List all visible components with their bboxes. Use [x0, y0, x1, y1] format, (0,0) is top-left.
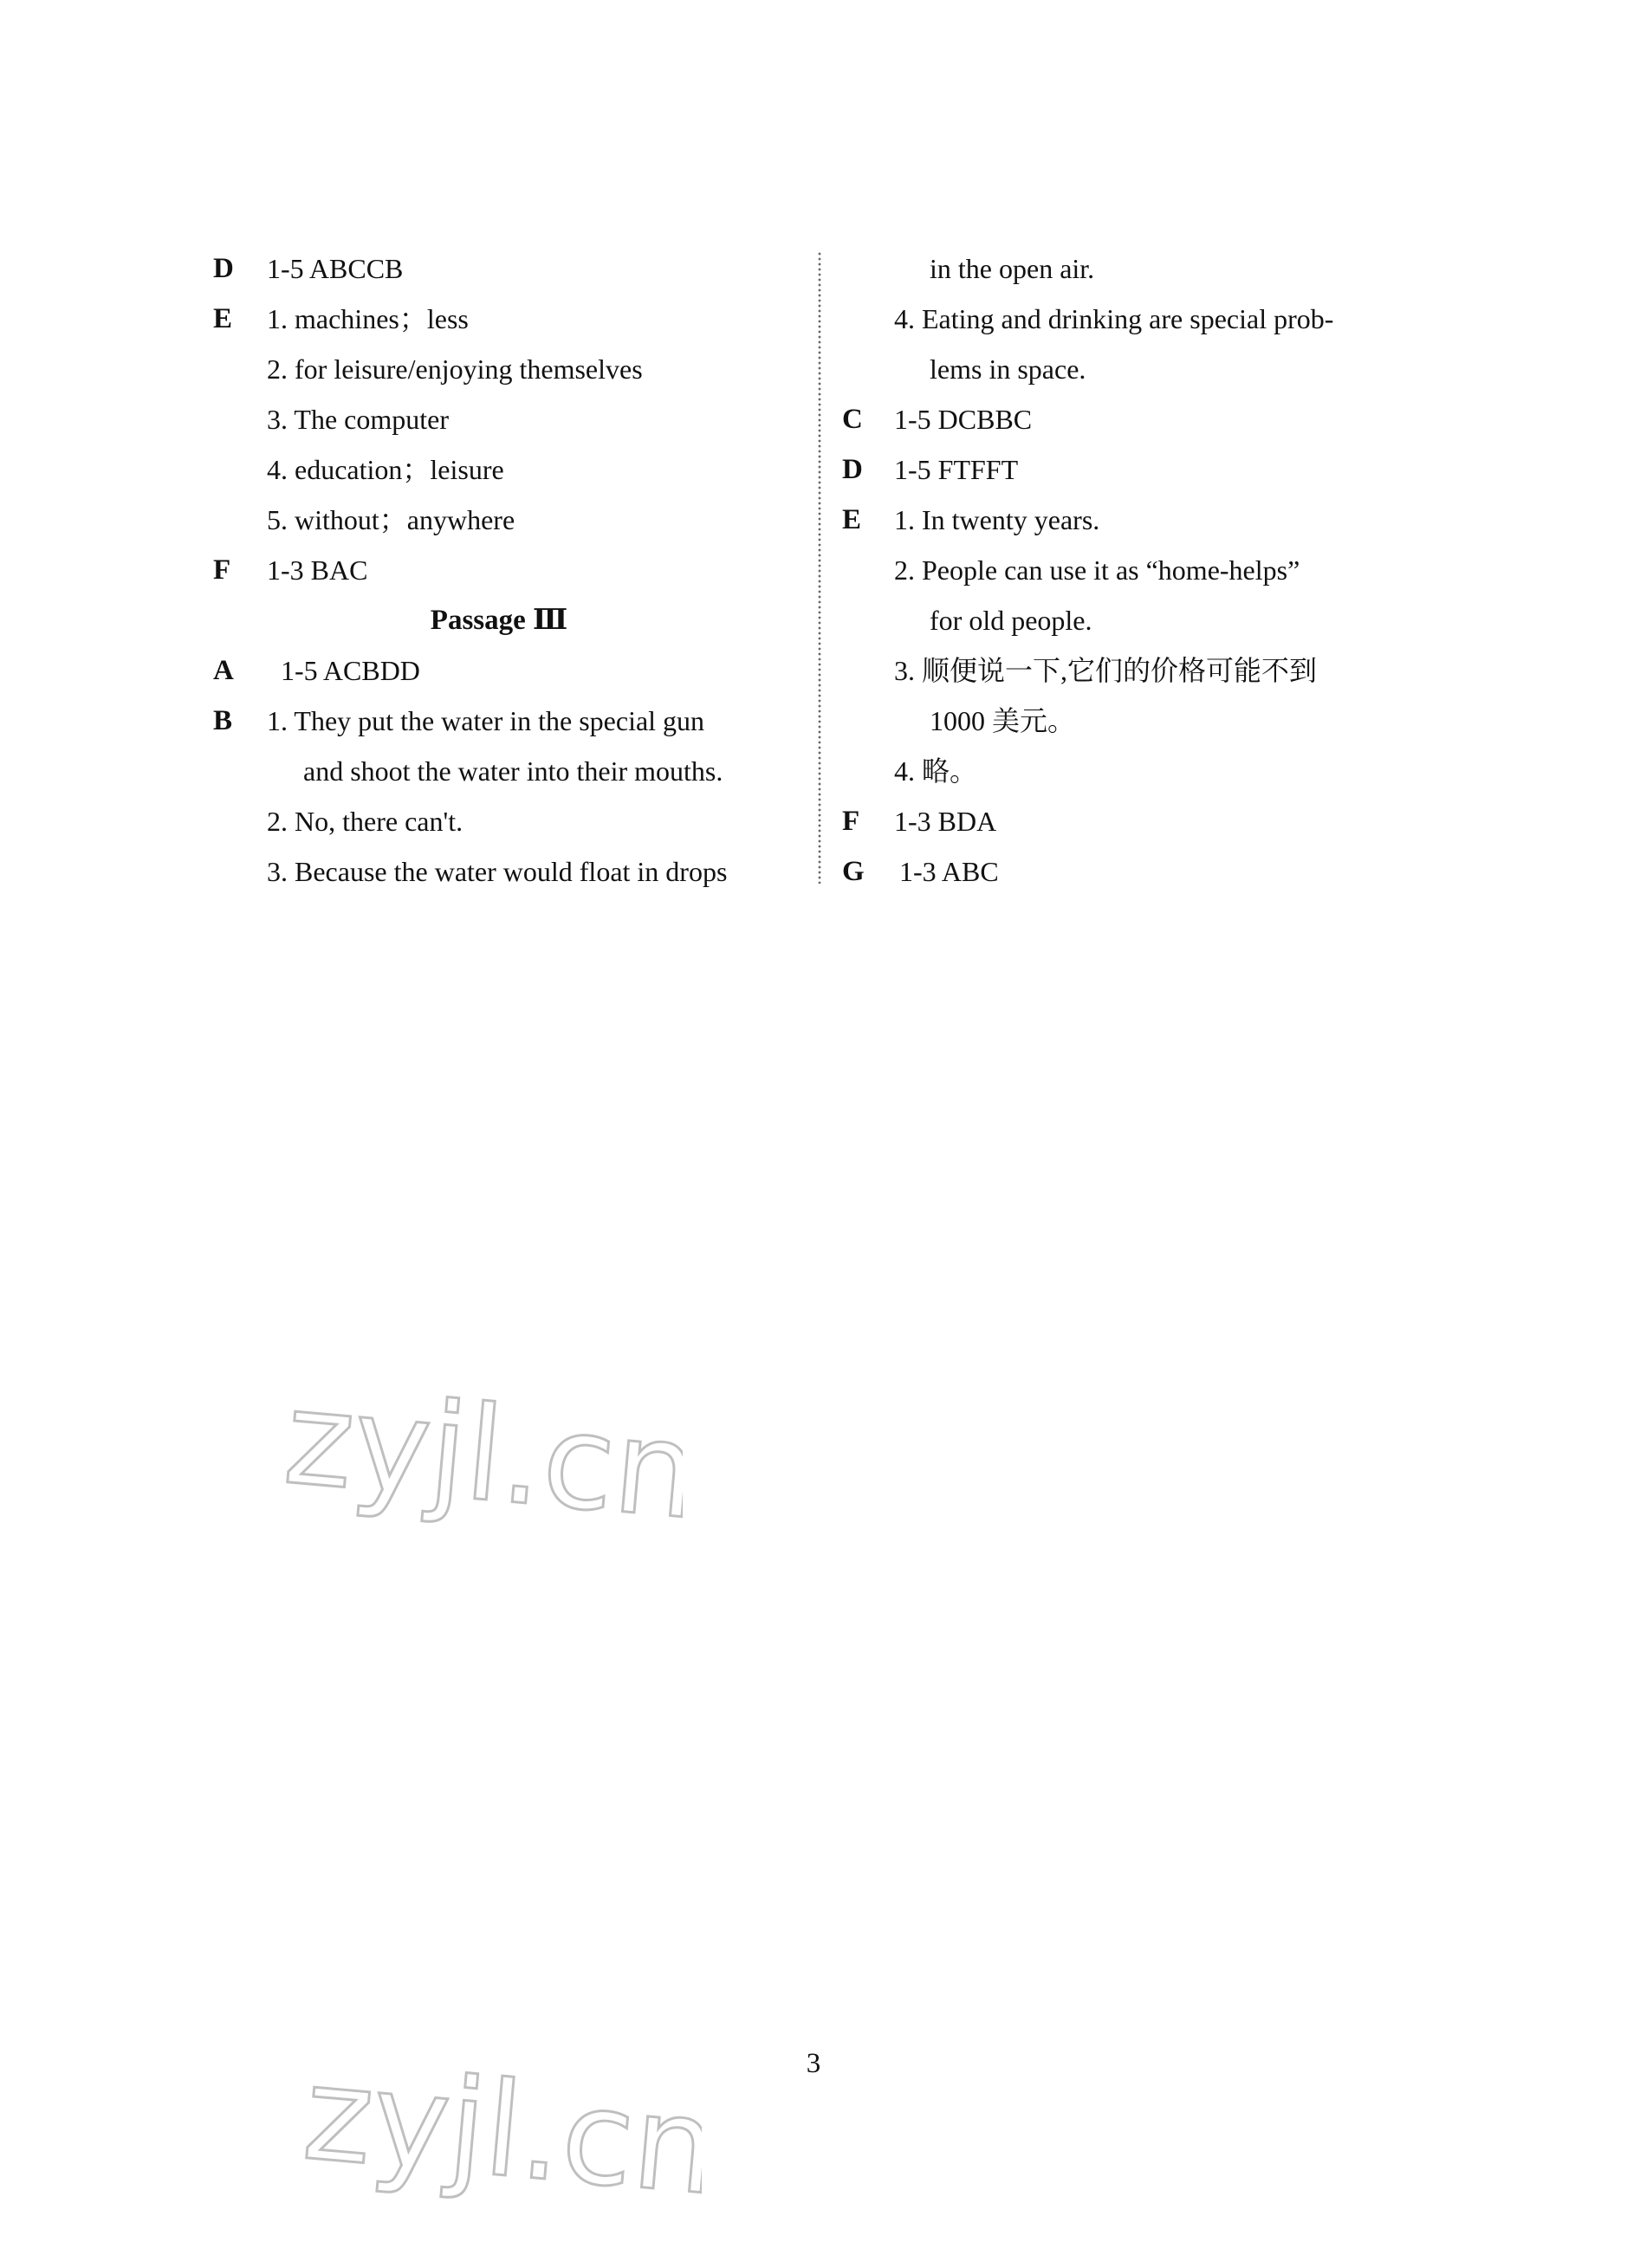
watermark-text: zyjl.cn — [279, 1386, 683, 1538]
answer-row — [213, 344, 785, 394]
answer-text: 4. education；leisure — [267, 454, 504, 485]
answer-row — [842, 796, 1414, 846]
answer-row — [842, 243, 1414, 294]
section-letter: C — [842, 404, 863, 435]
answer-row — [842, 545, 1414, 595]
column-divider — [818, 251, 821, 884]
answer-text: 1. machines；less — [267, 303, 469, 334]
answer-text: 5. without；anywhere — [267, 504, 515, 535]
answer-row — [213, 846, 785, 897]
answer-text: 3. 顺便说一下,它们的价格可能不到 — [894, 655, 1318, 686]
watermark-text: zyjl.cn — [298, 2062, 702, 2213]
right-column — [842, 243, 1414, 897]
answer-row — [213, 696, 785, 746]
section-letter: F — [842, 806, 860, 837]
section-letter: B — [213, 705, 233, 736]
watermark-logo — [295, 2062, 702, 2213]
answer-row — [213, 545, 785, 595]
answer-row — [213, 243, 785, 294]
section-letter: D — [213, 253, 234, 284]
answer-text: 2. People can use it as “home-helps” — [894, 554, 1300, 586]
section-letter: G — [842, 856, 865, 887]
section-letter: A — [213, 655, 234, 686]
answer-text: 1-5 DCBBC — [894, 404, 1033, 435]
answer-text: 1. In twenty years. — [894, 504, 1100, 535]
answer-row — [842, 294, 1414, 344]
section-letter: F — [213, 554, 231, 586]
answer-text: 2. No, there can't. — [267, 806, 463, 837]
answer-text: 1. They put the water in the special gun — [267, 705, 705, 736]
answer-row — [213, 645, 785, 696]
answer-text: 4. 略。 — [894, 755, 978, 787]
answer-text: 1-5 ABCCB — [267, 253, 404, 284]
answer-text: 3. Because the water would float in drops — [267, 856, 728, 887]
section-letter: D — [842, 454, 863, 485]
passage-heading: Passage Ⅲ — [430, 605, 568, 636]
answer-row — [213, 796, 785, 846]
answer-row — [842, 696, 1414, 746]
answer-text: and shoot the water into their mouths. — [303, 755, 723, 787]
answer-text: 1-5 ACBDD — [281, 655, 420, 686]
answer-text: 1-3 BAC — [267, 554, 368, 586]
answer-text: 1-3 BDA — [894, 806, 997, 837]
watermark-logo — [275, 1386, 683, 1538]
answer-text: 1-5 FTFFT — [894, 454, 1019, 485]
answer-row — [842, 746, 1414, 796]
answer-text: 3. The computer — [267, 404, 450, 435]
section-letter: E — [842, 504, 862, 535]
page-number: 3 — [806, 2048, 821, 2079]
answer-row — [213, 444, 785, 495]
answer-text: 1000 美元。 — [930, 705, 1076, 736]
answer-text: 4. Eating and drinking are special prob- — [894, 303, 1334, 334]
answer-row — [842, 344, 1414, 394]
answer-text: for old people. — [930, 605, 1092, 636]
answer-row — [842, 645, 1414, 696]
answer-text: 1-3 ABC — [899, 856, 999, 887]
answer-text: in the open air. — [930, 253, 1095, 284]
answer-row — [842, 394, 1414, 444]
answer-text: lems in space. — [930, 353, 1086, 385]
left-column — [213, 243, 785, 897]
answer-row — [213, 394, 785, 444]
answer-row — [213, 495, 785, 545]
answer-row — [842, 444, 1414, 495]
answer-row — [213, 294, 785, 344]
answer-text: 2. for leisure/enjoying themselves — [267, 353, 643, 385]
answer-row — [842, 595, 1414, 645]
answer-row — [842, 846, 1414, 897]
section-letter: E — [213, 303, 233, 334]
answer-row — [842, 495, 1414, 545]
answer-row — [213, 746, 785, 796]
